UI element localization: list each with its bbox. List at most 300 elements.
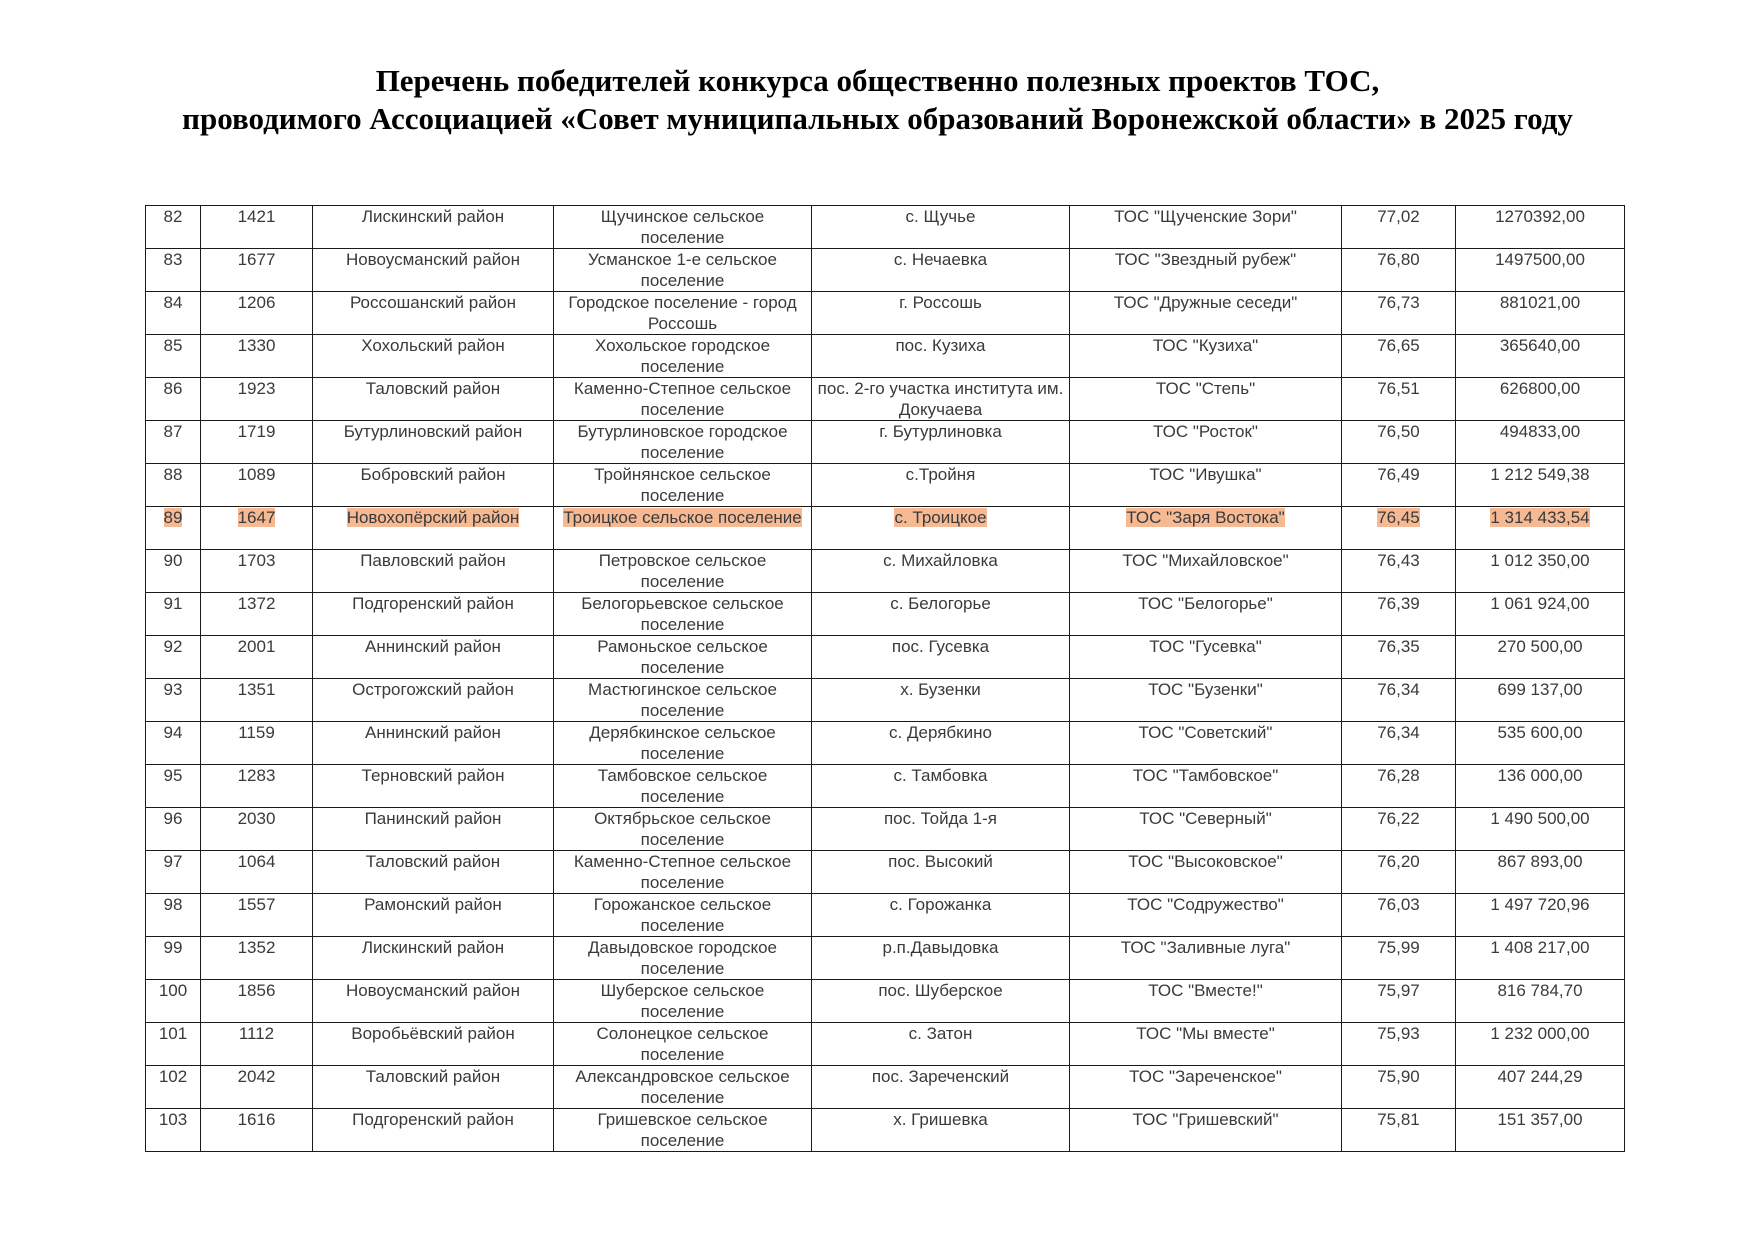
district-cell <box>313 636 554 679</box>
row-number-text: 99 <box>163 938 183 957</box>
tos-name-cell <box>1070 335 1342 378</box>
row-number-cell <box>146 206 201 249</box>
tos-name-text: ТОС "Заря Востока" <box>1126 508 1285 527</box>
application-id-cell <box>201 421 313 464</box>
application-id-cell <box>201 937 313 980</box>
score-cell <box>1342 808 1456 851</box>
locality-cell <box>812 1066 1070 1109</box>
district-text: Павловский район <box>360 551 506 570</box>
district-text: Подгоренский район <box>352 1110 514 1129</box>
amount-cell <box>1456 507 1625 550</box>
locality-cell <box>812 851 1070 894</box>
district-text: Аннинский район <box>365 723 501 742</box>
application-id-cell <box>201 679 313 722</box>
score-text: 76,45 <box>1377 508 1420 527</box>
settlement-text: Каменно-Степное сельское поселение <box>573 379 792 419</box>
district-text: Терновский район <box>361 766 505 785</box>
application-id-text: 1330 <box>237 336 276 355</box>
district-text: Хохольский район <box>361 336 505 355</box>
row-number-text: 97 <box>163 852 183 871</box>
tos-name-cell <box>1070 1066 1342 1109</box>
locality-text: пос. Зареченский <box>871 1067 1010 1086</box>
locality-text: пос. Высокий <box>888 852 993 871</box>
locality-cell <box>812 1023 1070 1066</box>
row-number-text: 103 <box>158 1110 188 1129</box>
settlement-cell <box>554 722 812 765</box>
tos-name-text: ТОС "Мы вместе" <box>1136 1024 1275 1043</box>
settlement-cell <box>554 378 812 421</box>
tos-name-text: ТОС "Заливные луга" <box>1120 938 1291 957</box>
locality-cell <box>812 421 1070 464</box>
district-text: Таловский район <box>365 379 501 398</box>
tos-name-text: ТОС "Бузенки" <box>1148 680 1263 699</box>
tos-name-cell <box>1070 722 1342 765</box>
table-row <box>146 1023 1625 1066</box>
row-number-text: 86 <box>163 379 183 398</box>
district-text: Лискинский район <box>361 207 505 226</box>
district-text: Подгоренский район <box>352 594 514 613</box>
score-cell <box>1342 980 1456 1023</box>
tos-name-text: ТОС "Гришевский" <box>1132 1110 1279 1129</box>
amount-cell <box>1456 894 1625 937</box>
district-text: Таловский район <box>365 1067 501 1086</box>
application-id-text: 1089 <box>237 465 276 484</box>
row-number-text: 90 <box>163 551 183 570</box>
amount-cell <box>1456 335 1625 378</box>
row-number-cell <box>146 894 201 937</box>
settlement-cell <box>554 765 812 808</box>
score-text: 76,73 <box>1377 293 1420 312</box>
score-cell <box>1342 550 1456 593</box>
locality-text: пос. Кузиха <box>895 336 986 355</box>
amount-cell <box>1456 550 1625 593</box>
table-row <box>146 636 1625 679</box>
locality-cell <box>812 765 1070 808</box>
district-cell <box>313 722 554 765</box>
table-row <box>146 765 1625 808</box>
district-cell <box>313 550 554 593</box>
locality-text: пос. Тойда 1-я <box>883 809 998 828</box>
row-number-text: 87 <box>163 422 183 441</box>
district-text: Острогожский район <box>352 680 514 699</box>
score-cell <box>1342 894 1456 937</box>
score-cell <box>1342 206 1456 249</box>
score-cell <box>1342 335 1456 378</box>
application-id-cell <box>201 249 313 292</box>
application-id-text: 1856 <box>237 981 276 1000</box>
score-text: 76,51 <box>1377 379 1420 398</box>
district-cell <box>313 894 554 937</box>
locality-cell <box>812 378 1070 421</box>
amount-cell <box>1456 765 1625 808</box>
settlement-cell <box>554 464 812 507</box>
amount-text: 1 012 350,00 <box>1490 551 1590 570</box>
score-text: 76,49 <box>1377 465 1420 484</box>
tos-name-text: ТОС "Росток" <box>1153 422 1258 441</box>
row-number-cell <box>146 593 201 636</box>
settlement-text: Бутурлиновское городское поселение <box>577 422 788 462</box>
amount-text: 407 244,29 <box>1497 1067 1583 1086</box>
tos-name-text: ТОС "Ивушка" <box>1149 465 1262 484</box>
row-number-cell <box>146 980 201 1023</box>
settlement-cell <box>554 851 812 894</box>
locality-cell <box>812 249 1070 292</box>
settlement-cell <box>554 937 812 980</box>
application-id-text: 1557 <box>237 895 276 914</box>
score-text: 76,65 <box>1377 336 1420 355</box>
tos-name-cell <box>1070 593 1342 636</box>
table-row <box>146 980 1625 1023</box>
amount-text: 699 137,00 <box>1497 680 1583 699</box>
settlement-cell <box>554 636 812 679</box>
score-cell <box>1342 507 1456 550</box>
table-row <box>146 335 1625 378</box>
application-id-cell <box>201 206 313 249</box>
settlement-cell <box>554 335 812 378</box>
application-id-cell <box>201 507 313 550</box>
row-number-cell <box>146 765 201 808</box>
application-id-text: 1616 <box>237 1110 276 1129</box>
row-number-text: 100 <box>158 981 188 1000</box>
amount-text: 1 314 433,54 <box>1490 508 1590 527</box>
locality-text: с. Затон <box>908 1024 973 1043</box>
application-id-cell <box>201 464 313 507</box>
locality-text: х. Бузенки <box>900 680 981 699</box>
score-cell <box>1342 1023 1456 1066</box>
locality-text: пос. Гусевка <box>891 637 990 656</box>
tos-name-text: ТОС "Гусевка" <box>1149 637 1262 656</box>
settlement-text: Солонецкое сельское поселение <box>596 1024 769 1064</box>
table-row <box>146 808 1625 851</box>
locality-text: с. Щучье <box>905 207 976 226</box>
row-number-cell <box>146 1109 201 1152</box>
settlement-cell <box>554 808 812 851</box>
district-cell <box>313 335 554 378</box>
settlement-text: Тамбовское сельское поселение <box>597 766 768 806</box>
row-number-text: 98 <box>163 895 183 914</box>
district-cell <box>313 808 554 851</box>
amount-text: 1 490 500,00 <box>1490 809 1590 828</box>
row-number-cell <box>146 722 201 765</box>
row-number-text: 82 <box>163 207 183 226</box>
application-id-text: 1206 <box>237 293 276 312</box>
settlement-text: Хохольское городское поселение <box>594 336 771 376</box>
amount-cell <box>1456 980 1625 1023</box>
amount-cell <box>1456 1066 1625 1109</box>
row-number-cell <box>146 679 201 722</box>
tos-name-cell <box>1070 249 1342 292</box>
row-number-cell <box>146 851 201 894</box>
locality-cell <box>812 679 1070 722</box>
tos-name-text: ТОС "Михайловское" <box>1122 551 1289 570</box>
settlement-text: Мастюгинское сельское поселение <box>588 680 777 720</box>
amount-cell <box>1456 1023 1625 1066</box>
application-id-cell <box>201 378 313 421</box>
amount-cell <box>1456 464 1625 507</box>
amount-text: 1 408 217,00 <box>1490 938 1590 957</box>
score-cell <box>1342 851 1456 894</box>
settlement-text: Тройнянское сельское поселение <box>594 465 771 505</box>
application-id-text: 1923 <box>237 379 276 398</box>
application-id-cell <box>201 808 313 851</box>
score-text: 76,50 <box>1377 422 1420 441</box>
settlement-cell <box>554 593 812 636</box>
district-cell <box>313 980 554 1023</box>
tos-name-text: ТОС "Кузиха" <box>1152 336 1259 355</box>
settlement-cell <box>554 507 812 550</box>
application-id-text: 1064 <box>237 852 276 871</box>
locality-text: с. Дерябкино <box>889 723 992 742</box>
row-number-cell <box>146 808 201 851</box>
table-row <box>146 1066 1625 1109</box>
settlement-text: Рамоньское сельское поселение <box>597 637 768 677</box>
amount-text: 1 061 924,00 <box>1490 594 1590 613</box>
row-number-cell <box>146 1066 201 1109</box>
amount-cell <box>1456 679 1625 722</box>
application-id-text: 1421 <box>237 207 276 226</box>
application-id-cell <box>201 335 313 378</box>
tos-name-text: ТОС "Высоковское" <box>1128 852 1283 871</box>
score-text: 76,43 <box>1377 551 1420 570</box>
locality-text: с. Белогорье <box>890 594 991 613</box>
settlement-text: Александровское сельское поселение <box>575 1067 790 1107</box>
amount-cell <box>1456 378 1625 421</box>
score-cell <box>1342 593 1456 636</box>
application-id-cell <box>201 593 313 636</box>
amount-text: 1497500,00 <box>1495 250 1585 269</box>
row-number-cell <box>146 636 201 679</box>
amount-cell <box>1456 722 1625 765</box>
locality-text: с. Нечаевка <box>893 250 988 269</box>
application-id-text: 1352 <box>237 938 276 957</box>
tos-name-cell <box>1070 636 1342 679</box>
score-text: 75,93 <box>1377 1024 1420 1043</box>
district-cell <box>313 593 554 636</box>
locality-cell <box>812 593 1070 636</box>
application-id-cell <box>201 894 313 937</box>
table-row <box>146 593 1625 636</box>
application-id-text: 2001 <box>237 637 276 656</box>
application-id-cell <box>201 980 313 1023</box>
amount-text: 867 893,00 <box>1497 852 1583 871</box>
district-text: Воробьёвский район <box>351 1024 515 1043</box>
district-text: Бутурлиновский район <box>343 422 523 441</box>
tos-name-cell <box>1070 808 1342 851</box>
locality-text: пос. Шуберское <box>878 981 1003 1000</box>
settlement-cell <box>554 679 812 722</box>
score-text: 75,81 <box>1377 1110 1420 1129</box>
settlement-text: Петровское сельское поселение <box>598 551 767 591</box>
application-id-text: 1647 <box>237 508 276 527</box>
application-id-cell <box>201 851 313 894</box>
table-row <box>146 722 1625 765</box>
amount-cell <box>1456 937 1625 980</box>
application-id-cell <box>201 550 313 593</box>
table-row <box>146 292 1625 335</box>
tos-name-cell <box>1070 765 1342 808</box>
locality-cell <box>812 335 1070 378</box>
application-id-text: 1351 <box>237 680 276 699</box>
row-number-text: 83 <box>163 250 183 269</box>
document-title-line-2: проводимого Ассоциацией «Совет муниципальных образований Воронежской области» в 2025 году <box>182 101 1573 136</box>
locality-cell <box>812 894 1070 937</box>
settlement-cell <box>554 421 812 464</box>
district-text: Новохопёрский район <box>346 508 520 527</box>
amount-text: 1270392,00 <box>1495 207 1585 226</box>
table-row <box>146 507 1625 550</box>
winners-table <box>145 205 1625 1152</box>
amount-text: 1 212 549,38 <box>1490 465 1590 484</box>
tos-name-text: ТОС "Звездный рубеж" <box>1114 250 1297 269</box>
locality-text: х. Гришевка <box>893 1110 988 1129</box>
row-number-cell <box>146 378 201 421</box>
row-number-cell <box>146 249 201 292</box>
district-cell <box>313 765 554 808</box>
tos-name-cell <box>1070 894 1342 937</box>
row-number-text: 94 <box>163 723 183 742</box>
application-id-text: 1159 <box>238 723 275 742</box>
document-title-line-1: Перечень победителей конкурса общественно полезных проектов ТОС, <box>375 63 1380 98</box>
tos-name-text: ТОС "Зареченское" <box>1129 1067 1282 1086</box>
amount-text: 136 000,00 <box>1497 766 1583 785</box>
application-id-text: 2030 <box>237 809 276 828</box>
locality-text: г. Бутурлиновка <box>879 422 1002 441</box>
row-number-text: 95 <box>163 766 183 785</box>
locality-text: с. Горожанка <box>889 895 992 914</box>
district-text: Бобровский район <box>360 465 506 484</box>
score-cell <box>1342 636 1456 679</box>
settlement-cell <box>554 980 812 1023</box>
amount-cell <box>1456 206 1625 249</box>
tos-name-cell <box>1070 550 1342 593</box>
locality-cell <box>812 206 1070 249</box>
locality-cell <box>812 937 1070 980</box>
tos-name-cell <box>1070 292 1342 335</box>
district-cell <box>313 378 554 421</box>
application-id-cell <box>201 722 313 765</box>
score-text: 76,35 <box>1377 637 1420 656</box>
score-cell <box>1342 249 1456 292</box>
settlement-text: Давыдовское городское поселение <box>588 938 777 978</box>
application-id-text: 1703 <box>237 551 276 570</box>
table-row <box>146 894 1625 937</box>
amount-text: 1 497 720,96 <box>1490 895 1590 914</box>
row-number-cell <box>146 292 201 335</box>
score-cell <box>1342 937 1456 980</box>
district-cell <box>313 679 554 722</box>
locality-cell <box>812 636 1070 679</box>
application-id-cell <box>201 292 313 335</box>
score-cell <box>1342 1109 1456 1152</box>
locality-text: пос. 2-го участка института им. Докучаева <box>817 379 1064 419</box>
row-number-cell <box>146 1023 201 1066</box>
district-text: Новоусманский район <box>345 250 521 269</box>
application-id-text: 1112 <box>238 1024 275 1043</box>
district-cell <box>313 464 554 507</box>
row-number-text: 93 <box>163 680 183 699</box>
district-text: Рамонский район <box>364 895 502 914</box>
row-number-text: 102 <box>158 1067 188 1086</box>
tos-name-cell <box>1070 378 1342 421</box>
settlement-text: Усманское 1-е сельское поселение <box>588 250 777 290</box>
locality-text: с. Троицкое <box>894 508 987 527</box>
district-cell <box>313 507 554 550</box>
application-id-cell <box>201 636 313 679</box>
amount-text: 816 784,70 <box>1497 981 1583 1000</box>
tos-name-cell <box>1070 1109 1342 1152</box>
locality-cell <box>812 1109 1070 1152</box>
district-cell <box>313 1109 554 1152</box>
district-text: Панинский район <box>364 809 502 828</box>
document-title <box>0 62 1755 138</box>
amount-text: 1 232 000,00 <box>1490 1024 1590 1043</box>
table-row <box>146 550 1625 593</box>
locality-text: с. Тамбовка <box>893 766 988 785</box>
row-number-text: 92 <box>163 637 183 656</box>
score-text: 76,28 <box>1377 766 1420 785</box>
tos-name-cell <box>1070 851 1342 894</box>
amount-text: 535 600,00 <box>1497 723 1583 742</box>
score-text: 76,34 <box>1377 723 1420 742</box>
table-row <box>146 851 1625 894</box>
row-number-text: 91 <box>163 594 183 613</box>
row-number-text: 88 <box>163 465 183 484</box>
score-text: 75,99 <box>1377 938 1420 957</box>
tos-name-cell <box>1070 980 1342 1023</box>
application-id-text: 1283 <box>237 766 276 785</box>
score-text: 76,03 <box>1377 895 1420 914</box>
settlement-text: Шуберское сельское поселение <box>600 981 765 1021</box>
application-id-text: 1677 <box>237 250 276 269</box>
tos-name-text: ТОС "Дружные сеседи" <box>1113 293 1298 312</box>
tos-name-cell <box>1070 421 1342 464</box>
score-cell <box>1342 292 1456 335</box>
settlement-cell <box>554 894 812 937</box>
amount-text: 365640,00 <box>1499 336 1581 355</box>
amount-cell <box>1456 636 1625 679</box>
locality-text: р.п.Давыдовка <box>882 938 999 957</box>
row-number-text: 84 <box>163 293 183 312</box>
table-row <box>146 937 1625 980</box>
locality-text: с.Тройня <box>905 465 976 484</box>
tos-name-text: ТОС "Вместе!" <box>1148 981 1263 1000</box>
amount-text: 881021,00 <box>1499 293 1581 312</box>
settlement-text: Городское поселение - город Россошь <box>568 293 797 333</box>
settlement-cell <box>554 249 812 292</box>
application-id-cell <box>201 765 313 808</box>
tos-name-text: ТОС "Советский" <box>1138 723 1273 742</box>
table-row <box>146 378 1625 421</box>
locality-text: с. Михайловка <box>883 551 998 570</box>
settlement-text: Белогорьевское сельское поселение <box>581 594 784 634</box>
score-cell <box>1342 1066 1456 1109</box>
locality-cell <box>812 722 1070 765</box>
amount-text: 270 500,00 <box>1497 637 1583 656</box>
score-text: 76,39 <box>1377 594 1420 613</box>
score-cell <box>1342 765 1456 808</box>
tos-name-text: ТОС "Тамбовское" <box>1132 766 1279 785</box>
settlement-cell <box>554 206 812 249</box>
row-number-text: 96 <box>163 809 183 828</box>
locality-cell <box>812 464 1070 507</box>
table-body <box>146 206 1625 1152</box>
score-cell <box>1342 421 1456 464</box>
settlement-cell <box>554 1023 812 1066</box>
application-id-text: 2042 <box>237 1067 276 1086</box>
locality-cell <box>812 808 1070 851</box>
locality-cell <box>812 292 1070 335</box>
settlement-text: Горожанское сельское поселение <box>593 895 772 935</box>
